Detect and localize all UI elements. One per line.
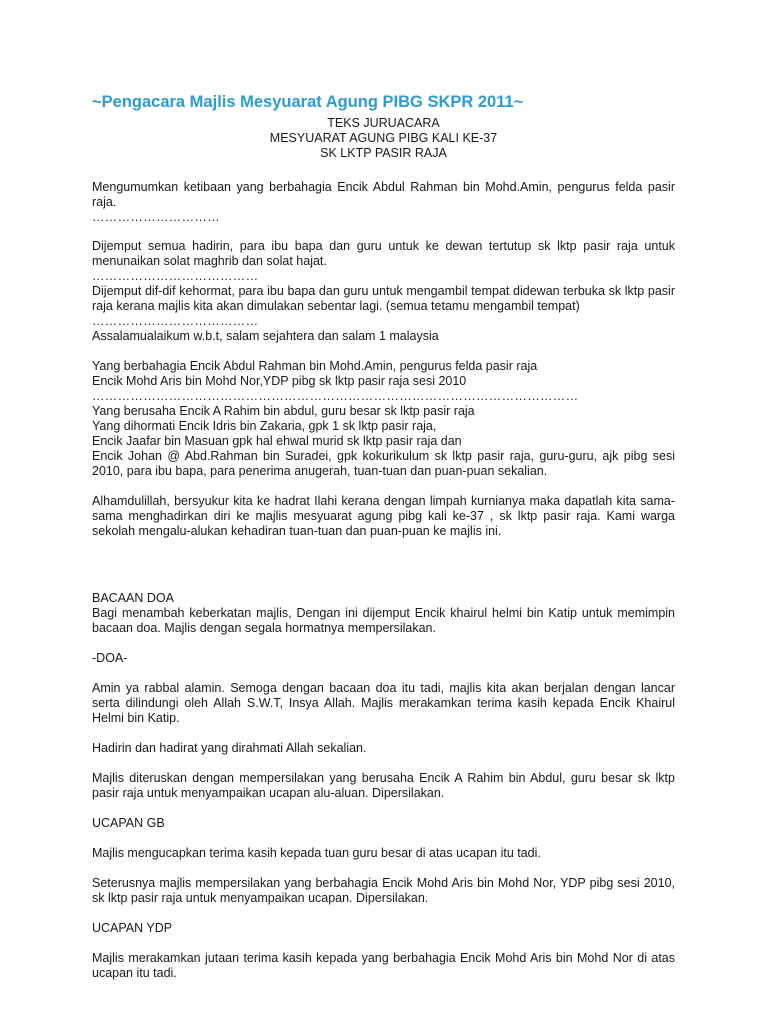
heading-line-2: MESYUARAT AGUNG PIBG KALI KE-37 (269, 131, 498, 145)
section-label-ydp: UCAPAN YDP (92, 921, 173, 935)
paragraph-alhamdulillah: Alhamdulillah, bersyukur kita ke hadrat Ilahi kerana dengan limpah kurnianya maka dapatlah kita sama-sama menghadirkan diri ke majlis mesyuarat agung pibg kali ke-37 , sk lktp pasir raja. Kami warga sekolah mengalu-alukan kehadiran tuan-tuan dan puan-puan ke majlis ini. (92, 494, 675, 538)
paragraph-honoured-guest-2: Encik Mohd Aris bin Mohd Nor,YDP pibg sk lktp pasir raja sesi 2010 (92, 374, 467, 388)
paragraph-invite-prayer: Dijemput semua hadirin, para ibu bapa dan guru untuk ke dewan tertutup sk lktp pasir raja untuk menunaikan solat maghrib dan solat hajat. (92, 239, 675, 268)
paragraph-doa-invite: Bagi menambah keberkatan majlis, Dengan ini dijemput Encik khairul helmi bin Katip untuk memimpin bacaan doa. Majlis dengan segala hormatnya mempersilakan. (92, 606, 675, 635)
paragraph-guest-line-1: Yang berusaha Encik A Rahim bin abdul, guru besar sk lktp pasir raja (92, 404, 475, 418)
paragraph-guest-line-2: Yang dihormati Encik Idris bin Zakaria, gpk 1 sk lktp pasir raja, (92, 419, 437, 433)
paragraph-greeting: Assalamualaikum w.b.t, salam sejahtera dan salam 1 malaysia (92, 329, 439, 343)
paragraph-hadirin: Hadirin dan hadirat yang dirahmati Allah sekalian. (92, 741, 367, 755)
heading-line-3: SK LKTP PASIR RAJA (320, 146, 447, 160)
section-label-gb: UCAPAN GB (92, 816, 165, 830)
dotted-separator: ………………………………… (92, 269, 259, 283)
dotted-separator: …………………………………………………………………………………………………… (92, 389, 579, 403)
section-label-doa-marker: -DOA- (92, 651, 128, 665)
paragraph-guest-line-3: Encik Jaafar bin Masuan gpk hal ehwal murid sk lktp pasir raja dan (92, 434, 462, 448)
paragraph-announcement: Mengumumkan ketibaan yang berbahagia Encik Abdul Rahman bin Mohd.Amin, pengurus felda pasir raja. (92, 180, 675, 209)
paragraph-guest-line-4: Encik Johan @ Abd.Rahman bin Suradei, gpk kokurikulum sk lktp pasir raja, guru-guru, ajk pibg sesi 2010, para ibu bapa, para penerima anugerah, tuan-tuan dan puan-puan sekalian. (92, 449, 675, 478)
dotted-separator: ………………………… (92, 210, 220, 224)
paragraph-after-doa: Amin ya rabbal alamin. Semoga dengan bacaan doa itu tadi, majlis kita akan berjalan dengan lancar serta dilindungi oleh Allah S.W.T, Insya Allah. Majlis merakamkan terima kasih kepada Encik Khairul Helmi bin Katip. (92, 681, 675, 725)
heading-line-1: TEKS JURUACARA (327, 116, 440, 130)
paragraph-thanks-ydp: Majlis merakamkan jutaan terima kasih kepada yang berbahagia Encik Mohd Aris bin Mohd Nor di atas ucapan itu tadi. (92, 951, 675, 980)
section-label-doa: BACAAN DOA (92, 591, 174, 605)
document-heading (92, 116, 675, 161)
document-title: ~Pengacara Majlis Mesyuarat Agung PIBG SKPR 2011~ (92, 93, 524, 111)
paragraph-invite-seating: Dijemput dif-dif kehormat, para ibu bapa dan guru untuk mengambil tempat didewan terbuka sk lktp pasir raja kerana majlis kita akan dimulakan sebentar lagi. (semua tetamu mengambil tempat) (92, 284, 675, 313)
dotted-separator: ………………………………… (92, 314, 259, 328)
paragraph-honoured-guest-1: Yang berbahagia Encik Abdul Rahman bin Mohd.Amin, pengurus felda pasir raja (92, 359, 538, 373)
paragraph-thanks-gb: Majlis mengucapkan terima kasih kepada tuan guru besar di atas ucapan itu tadi. (92, 846, 541, 860)
paragraph-invite-ydp: Seterusnya majlis mempersilakan yang berbahagia Encik Mohd Aris bin Mohd Nor, YDP pibg sesi 2010, sk lktp pasir raja untuk menyampaikan ucapan. Dipersilakan. (92, 876, 675, 905)
paragraph-invite-gb: Majlis diteruskan dengan mempersilakan yang berusaha Encik A Rahim bin Abdul, guru besar sk lktp pasir raja untuk menyampaikan ucapan alu-aluan. Dipersilakan. (92, 771, 675, 800)
